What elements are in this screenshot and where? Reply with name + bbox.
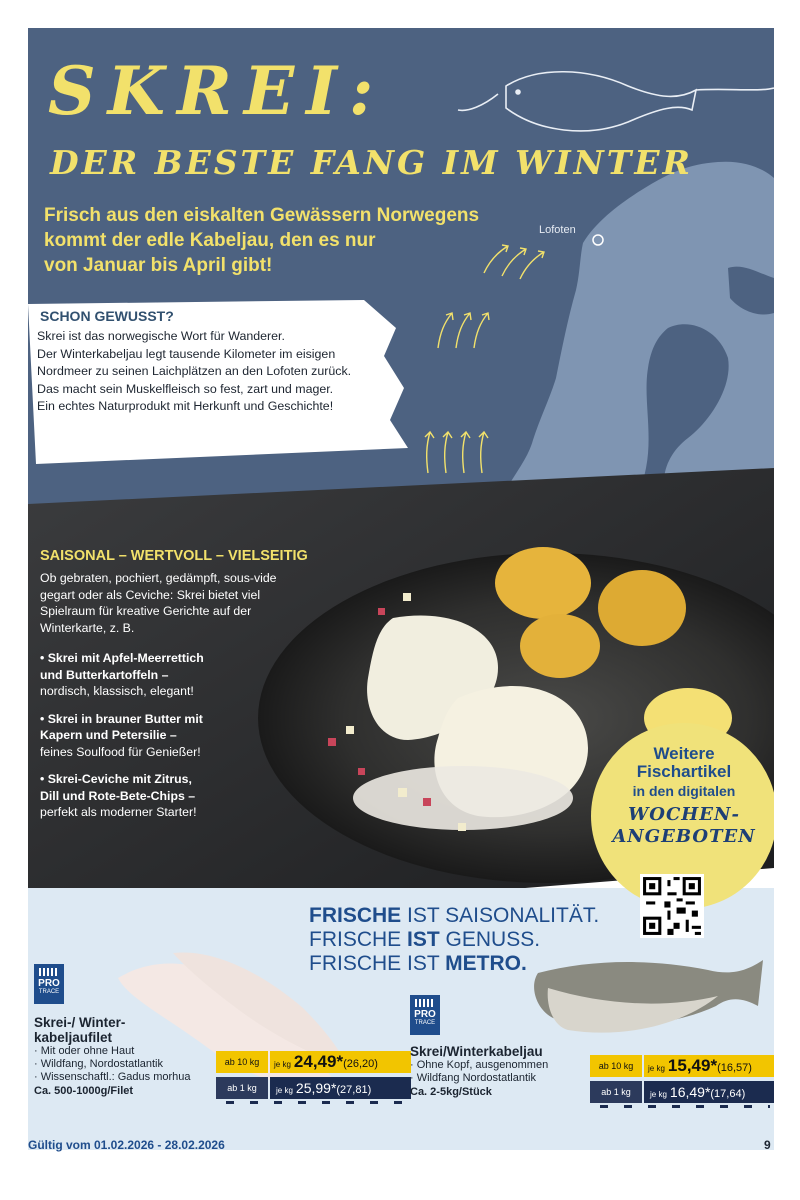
qr-code-icon[interactable]: [640, 874, 704, 938]
map-label-lofoten: Lofoten: [539, 224, 576, 236]
migration-arrows-icon: [425, 245, 544, 473]
price-row: ab 10 kg je kg 15,49*(16,57): [590, 1055, 774, 1077]
saisonal-heading: SAISONAL – WERTVOLL – VIELSEITIG: [40, 548, 308, 564]
potato-shape: [598, 570, 686, 646]
recipe-item: • Skrei mit Apfel-Meerrettich und Butterkartoffeln – nordisch, klassisch, elegant!: [40, 651, 204, 698]
validity-footer: Gültig vom 01.02.2026 - 28.02.2026: [28, 1138, 225, 1152]
digital-offers-badge[interactable]: Weitere Fischartikel in den digitalen WOCHEN- ANGEBOTEN: [591, 723, 774, 909]
recipe-item: • Skrei-Ceviche mit Zitrus, Dill und Rote-Bete-Chips – perfekt als moderner Starter!: [40, 772, 197, 819]
subheadline: DER BESTE FANG IM WINTER: [50, 143, 693, 182]
price-box-fillet: [216, 1051, 411, 1099]
potato-shape: [495, 547, 591, 619]
pro-trace-logo: PRO TRACE: [34, 964, 64, 1004]
fact-text: Skrei ist das norwegische Wort für Wanderer. Der Winterkabeljau legt tausende Kilometer im eisigen Nordmeer zu seinen Laichplätzen an den Lofoten zurück. Das macht sein Muskelfleisch so fest, zart und mager. Ein echtes Naturprodukt mit Herkunft und Geschichte!: [37, 329, 352, 413]
pro-trace-logo: PRO TRACE: [410, 995, 440, 1035]
saisonal-text: Ob gebraten, pochiert, gedämpft, sous-vide gegart oder als Ceviche: Skrei bietet viel Spielraum für kreative Gerichte auf der Winterkarte, z. B.: [40, 571, 277, 635]
potato-shape: [520, 614, 600, 678]
headline: SKREI:: [48, 52, 386, 130]
price-row: ab 1 kg je kg 16,49*(17,64): [590, 1081, 774, 1103]
price-row: ab 10 kg je kg 24,49*(26,20): [216, 1051, 411, 1073]
saisonal-section: [40, 548, 340, 821]
fish-outline-icon: [458, 72, 774, 131]
product-fillet: Skrei-/ Winter- kabeljaufilet · Mit oder ohne Haut · Wildfang, Nordostatlantik · Wissenschaftl.: Gadus morhua Ca. 500-1000g/Filet: [34, 1015, 191, 1097]
sauce-shape: [353, 766, 573, 830]
page-number: 9: [764, 1138, 771, 1152]
price-box-whole-fish: [590, 1055, 774, 1103]
price-row: ab 1 kg je kg 25,99*(27,81): [216, 1077, 411, 1099]
fact-heading: SCHON GEWUSST?: [40, 308, 174, 324]
recipe-item: • Skrei in brauner Butter mit Kapern und Petersilie – feines Soulfood für Genießer!: [40, 711, 203, 759]
fact-box: [28, 298, 414, 468]
product-whole-fish: Skrei/Winterkabeljau · Ohne Kopf, ausgenommen · Wildfang Nordostatlantik Ca. 2-5kg/Stück: [410, 1044, 549, 1098]
frische-slogan: FRISCHE IST SAISONALITÄT. FRISCHE IST GENUSS. FRISCHE IST METRO.: [309, 904, 600, 975]
flyer-page: [28, 28, 774, 1150]
intro-text: Frisch aus den eiskalten Gewässern Norwegens kommt der edle Kabeljau, den es nur von Januar bis April gibt!: [44, 205, 480, 276]
